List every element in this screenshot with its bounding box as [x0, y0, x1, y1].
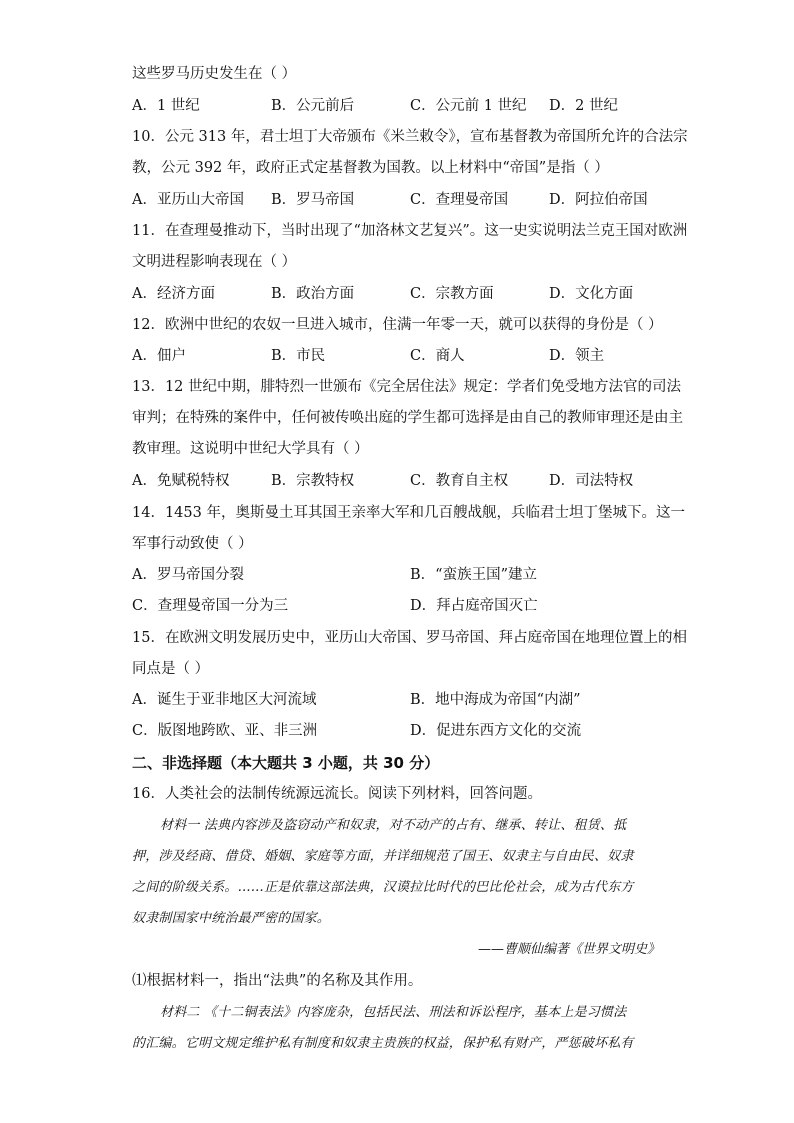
q10-option-c[interactable]: C．查理曼帝国 [410, 192, 509, 208]
material1-line3: 之间的阶级关系。……正是依靠这部法典，汉谟拉比时代的巴比伦社会，成为古代东方 [132, 880, 634, 895]
section-heading: 二、非选择题（本大题共 3 小题，共 30 分） [132, 754, 440, 772]
q11-option-b[interactable]: B．政治方面 [271, 286, 355, 302]
q15-option-d[interactable]: D．促进东西方文化的交流 [410, 723, 582, 739]
material2-line2: 的汇编。它明文规定维护私有制度和奴隶主贵族的权益，保护私有财产，严惩破坏私有 [132, 1036, 634, 1051]
q14-option-c[interactable]: C．查理曼帝国一分为三 [132, 598, 289, 614]
q15-stem-line1: 15．在欧洲文明发展历史中，亚历山大帝国、罗马帝国、拜占庭帝国在地理位置上的相 [132, 630, 687, 646]
material1-line2: 押，涉及经商、借贷、婚姻、家庭等方面，并详细规范了国王、奴隶主与自由民、奴隶 [132, 849, 634, 864]
q11-option-a[interactable]: A．经济方面 [132, 286, 215, 302]
q11-stem-line1: 11．在查理曼推动下，当时出现了“加洛林文艺复兴”。这一史实说明法兰克王国对欧洲 [132, 223, 688, 239]
q13-option-d[interactable]: D．司法特权 [549, 473, 634, 489]
q14-option-d[interactable]: D．拜占庭帝国灭亡 [410, 598, 538, 614]
q14-stem-line2: 军事行动致使（ ） [132, 536, 253, 552]
q12-option-c[interactable]: C．商人 [410, 348, 465, 364]
material1-line1: 材料一 法典内容涉及盗窃动产和奴隶，对不动产的占有、继承、转让、租赁、抵 [160, 818, 627, 833]
q15-option-b[interactable]: B．地中海成为帝国“内湖” [410, 692, 581, 708]
q10-stem-line1: 10．公元 313 年，君士坦丁大帝颁布《米兰敕令》，宣布基督教为帝国所允许的合法宗 [132, 129, 688, 145]
q9-option-b[interactable]: B．公元前后 [271, 98, 355, 114]
q10-option-b[interactable]: B．罗马帝国 [271, 192, 355, 208]
q16-sub-question-1: ⑴根据材料一，指出“法典”的名称及其作用。 [132, 973, 423, 989]
q13-stem-line1: 13．12 世纪中期，腓特烈一世颁布《完全居住法》规定：学者们免受地方法官的司法 [132, 379, 682, 395]
q11-option-d[interactable]: D．文化方面 [549, 286, 634, 302]
q15-stem-line2: 同点是（ ） [132, 661, 210, 677]
q13-option-b[interactable]: B．宗教特权 [271, 473, 355, 489]
material1-source: ——曹顺仙编著《世界文明史》 [477, 942, 660, 957]
q10-option-a[interactable]: A．亚历山大帝国 [132, 192, 244, 208]
q12-option-d[interactable]: D．领主 [549, 348, 605, 364]
q13-stem-line3: 教审理。这说明中世纪大学具有（ ） [132, 441, 369, 457]
q14-stem-line1: 14．1453 年，奥斯曼土耳其国王亲率大军和几百艘战舰，兵临君士坦丁堡城下。这一 [132, 505, 685, 521]
q9-stem-tail: 这些罗马历史发生在（ ） [132, 66, 297, 82]
q9-option-d[interactable]: D．2 世纪 [549, 98, 618, 114]
q14-option-b[interactable]: B．“蛮族王国”建立 [410, 567, 537, 583]
q11-stem-line2: 文明进程影响表现在（ ） [132, 254, 297, 270]
q13-stem-line2: 审判；在特殊的案件中，任何被传唤出庭的学生都可选择是由自己的教师审理还是由主 [132, 410, 683, 426]
q15-option-a[interactable]: A．诞生于亚非地区大河流域 [132, 692, 317, 708]
q15-option-c[interactable]: C．版图地跨欧、亚、非三洲 [132, 723, 318, 739]
q10-option-d[interactable]: D．阿拉伯帝国 [549, 192, 648, 208]
material1-line4: 奴隶制国家中统治最严密的国家。 [132, 911, 331, 926]
q12-stem-line1: 12．欧洲中世纪的农奴一旦进入城市，住满一年零一天，就可以获得的身份是（ ） [132, 317, 663, 333]
q16-intro: 16．人类社会的法制传统源远流长。阅读下列材料，回答问题。 [132, 786, 542, 802]
q13-option-c[interactable]: C．教育自主权 [410, 473, 509, 489]
q12-option-a[interactable]: A．佃户 [132, 348, 186, 364]
material2-line1: 材料二 《十二铜表法》内容庞杂，包括民法、刑法和诉讼程序，基本上是习惯法 [160, 1005, 627, 1020]
q9-option-c[interactable]: C．公元前 1 世纪 [410, 98, 527, 114]
q9-option-a[interactable]: A．1 世纪 [132, 98, 200, 114]
q11-option-c[interactable]: C．宗教方面 [410, 286, 494, 302]
q12-option-b[interactable]: B．市民 [271, 348, 326, 364]
q10-stem-line2: 教，公元 392 年，政府正式定基督教为国教。以上材料中“帝国”是指（ ） [132, 160, 609, 176]
q14-option-a[interactable]: A．罗马帝国分裂 [132, 567, 244, 583]
q13-option-a[interactable]: A．免赋税特权 [132, 473, 230, 489]
